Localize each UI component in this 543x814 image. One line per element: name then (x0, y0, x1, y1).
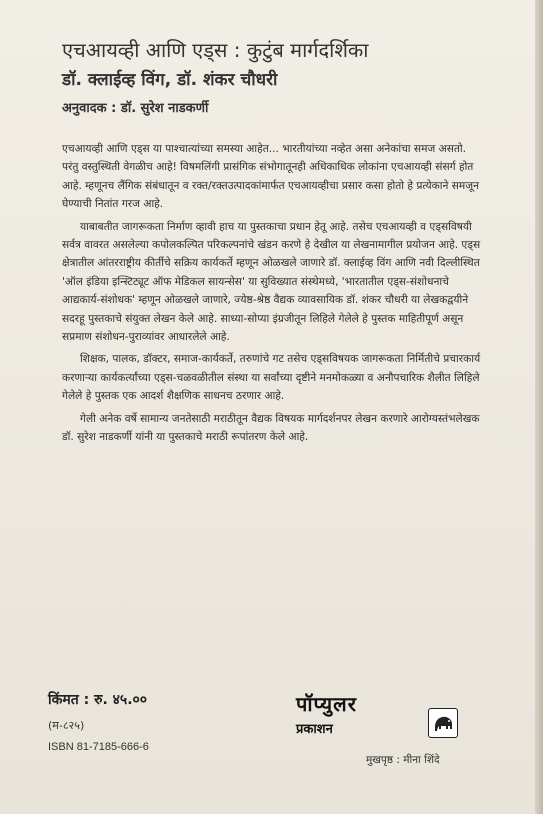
blurb-paragraph-1: एचआयव्ही आणि एड्स या पाश्चात्यांच्या समस्या आहेत... भारतीयांच्या नव्हेत असा अनेकांचा समज असतो. परंतु वस्तुस्थिती वेगळीच आहे! विषमलिंगी प्रासंगिक संभोगातूनही अधिकाधिक लोकांना एचआयव्ही संसर्ग होत आहे. म्हणूनच लैंगिक संबंधातून व रक्त/रक्तउत्पादकांमार्फत एचआयव्हीचा प्रसार कसा होतो हे प्रत्येकाने समजून घेण्याची नितांत गरज आहे. (62, 143, 479, 211)
book-spine-edge (535, 0, 543, 814)
blurb-paragraph-4: गेली अनेक वर्षे सामान्य जनतेसाठी मराठीतून वैद्यक विषयक मार्गदर्शनपर लेखन करणारे आरोग्यस्तंभलेखक डॉ. सुरेश नाडकर्णी यांनी या पुस्तकाचे मराठी रूपांतरण केले आहे. (62, 412, 480, 444)
book-translator: अनुवादक : डॉ. सुरेश नाडकर्णी (62, 101, 209, 116)
price-label: किंमत : रु. ४५.०० (48, 692, 148, 708)
blurb (62, 140, 482, 451)
blurb-paragraph-3: शिक्षक, पालक, डॉक्टर, समाज-कार्यकर्ते, तरुणांचे गट तसेच एड्सविषयक जागरूकता निर्मितीचे प्रचारकार्य करणाऱ्या कार्यकर्त्यांच्या एड्स-चळवळीतील संस्था या सर्वांच्या दृष्टीने मनमोकळ्या व अनौपचारिक शैलीत लिहिले गेलेले हे पुस्तक एक आदर्श शैक्षणिक साधनच ठरणार आहे. (62, 353, 481, 403)
elephant-logo-icon (428, 708, 458, 738)
blurb-paragraph-2: याबाबतीत जागरूकता निर्माण व्हावी हाच या पुस्तकाचा प्रधान हेतू आहे. तसेच एचआयव्ही व एड्सविषयी सर्वत्र वावरत असलेल्या कपोलकल्पित परिकल्पनांचे खंडन करणे हे देखील या लेखनामागील प्रयोजन आहे. एड्स क्षेत्रातील आंतरराष्ट्रीय कीर्तीचे सक्रिय कार्यकर्ते म्हणून ओळखले जाणारे डॉ. क्लाईव्ह विंग आणि नवी दिल्लीस्थित 'ऑल इंडिया इन्स्टिट्यूट ऑफ मेडिकल सायन्सेस' या सुविख्यात संस्थेमध्ये, 'भारतातील एड्स-संशोधनाचे आद्यकार्य-संशोधक' म्हणून ओळखले जाणारे, ज्येष्ठ-श्रेष्ठ वैद्यक व्यावसायिक डॉ. शंकर चौधरी या लेखकद्वयीने सदरहू पुस्तकाचे संयुक्त लेखन केले आहे. साध्या-सोप्या इंग्रजीतून लिहिले गेलेले हे पुस्तक माहितीपूर्ण असून सप्रमाण संशोधन-पुराव्यांवर आधारलेले आहे. (62, 220, 481, 344)
publisher-subtitle: प्रकाशन (296, 722, 333, 737)
publisher-name: पॉप्युलर (296, 692, 357, 716)
book-title: एचआयव्ही आणि एड्स : कुटुंब मार्गदर्शिका (62, 38, 369, 62)
isbn-number: ISBN 81-7185-666-6 (48, 741, 149, 753)
book-authors: डॉ. क्लाईव्ह विंग, डॉ. शंकर चौधरी (62, 70, 278, 90)
cover-designer-credit: मुखपृष्ठ : मीना शिंदे (366, 754, 440, 766)
catalog-code: (म-८२५) (48, 719, 85, 732)
